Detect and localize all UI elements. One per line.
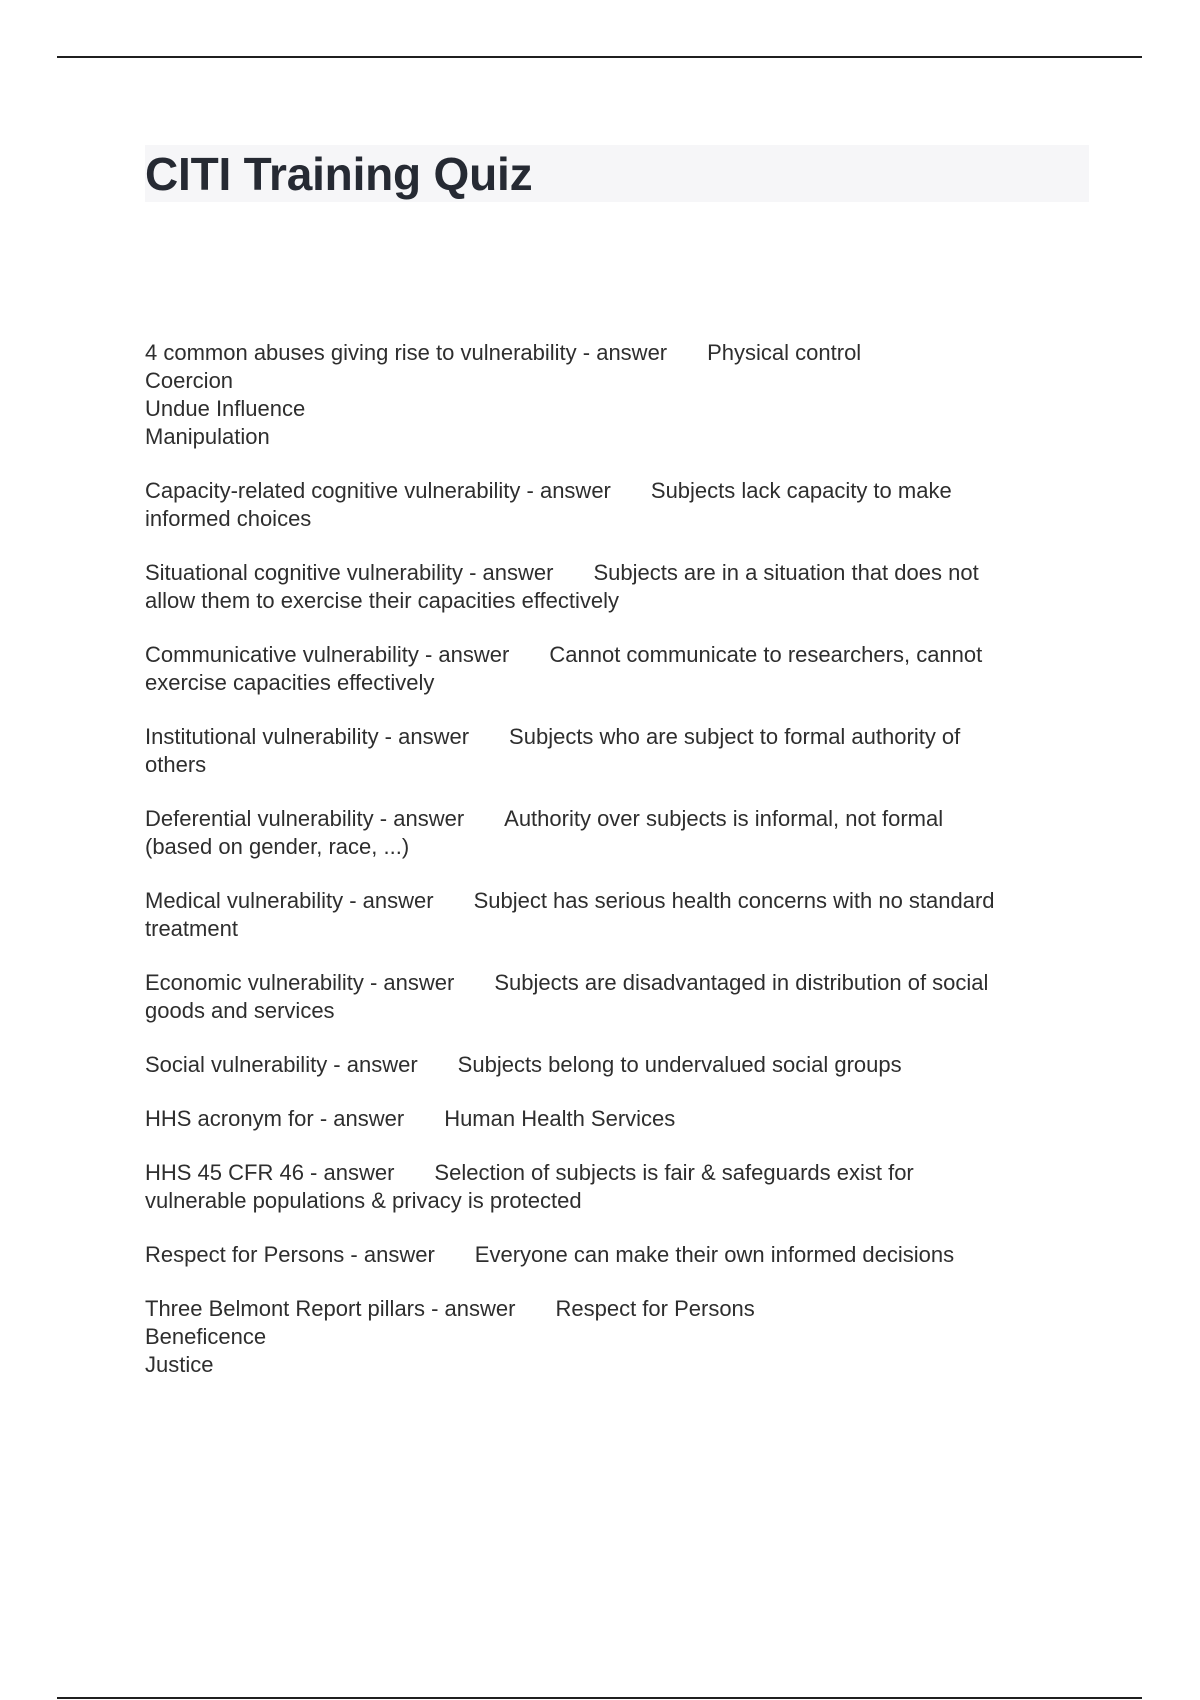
document-title: CITI Training Quiz [145,148,533,200]
answer-text: Manipulation [145,424,270,449]
answer-text: Everyone can make their own informed decisions [474,1242,955,1267]
qa-item [145,887,1090,943]
answer-text: Coercion [145,368,234,393]
question-text: Situational cognitive vulnerability - answer [145,560,554,585]
qa-item [145,559,1090,615]
qa-list [145,339,1090,1405]
answer-text: Selection of subjects is fair & safeguards exist for [434,1160,914,1185]
qa-item [145,1159,1090,1215]
qa-item [145,477,1090,533]
answer-text: Subjects belong to undervalued social groups [457,1052,902,1077]
qa-item [145,641,1090,697]
question-text: 4 common abuses giving rise to vulnerability - answer [145,340,668,365]
question-text: Capacity-related cognitive vulnerability - answer [145,478,611,503]
answer-text: Subjects who are subject to formal authority of [509,724,961,749]
answer-text: informed choices [145,506,312,531]
answer-text: others [145,752,207,777]
qa-item [145,805,1090,861]
top-rule [57,56,1142,58]
answer-text: Authority over subjects is informal, not formal [504,806,944,831]
qa-item [145,1105,1090,1133]
answer-text: Subjects are in a situation that does not [593,560,979,585]
answer-text: Justice [145,1352,214,1377]
answer-text: treatment [145,916,238,941]
answer-text: Subject has serious health concerns with no standard [473,888,995,913]
answer-text: vulnerable populations & privacy is protected [145,1188,582,1213]
qa-item [145,339,1090,451]
qa-item [145,1051,1090,1079]
answer-text: allow them to exercise their capacities effectively [145,588,620,613]
answer-text: Human Health Services [444,1106,676,1131]
answer-text: goods and services [145,998,335,1023]
answer-text: Undue Influence [145,396,306,421]
qa-item [145,723,1090,779]
answer-text: (based on gender, race, ...) [145,834,410,859]
question-text: HHS 45 CFR 46 - answer [145,1160,395,1185]
answer-text: Physical control [707,340,862,365]
question-text: Institutional vulnerability - answer [145,724,470,749]
question-text: Three Belmont Report pillars - answer [145,1296,516,1321]
answer-text: Subjects lack capacity to make [650,478,952,503]
answer-text: Subjects are disadvantaged in distribution of social [494,970,989,995]
answer-text: exercise capacities effectively [145,670,435,695]
qa-item [145,1295,1090,1379]
question-text: Communicative vulnerability - answer [145,642,510,667]
answer-text: Respect for Persons [555,1296,755,1321]
qa-item [145,1241,1090,1269]
question-text: Economic vulnerability - answer [145,970,455,995]
qa-item [145,969,1090,1025]
bottom-rule [57,1697,1142,1699]
question-text: Social vulnerability - answer [145,1052,418,1077]
answer-text: Cannot communicate to researchers, cannot [549,642,983,667]
question-text: Medical vulnerability - answer [145,888,434,913]
answer-text: Beneficence [145,1324,267,1349]
question-text: Respect for Persons - answer [145,1242,435,1267]
question-text: HHS acronym for - answer [145,1106,405,1131]
question-text: Deferential vulnerability - answer [145,806,465,831]
